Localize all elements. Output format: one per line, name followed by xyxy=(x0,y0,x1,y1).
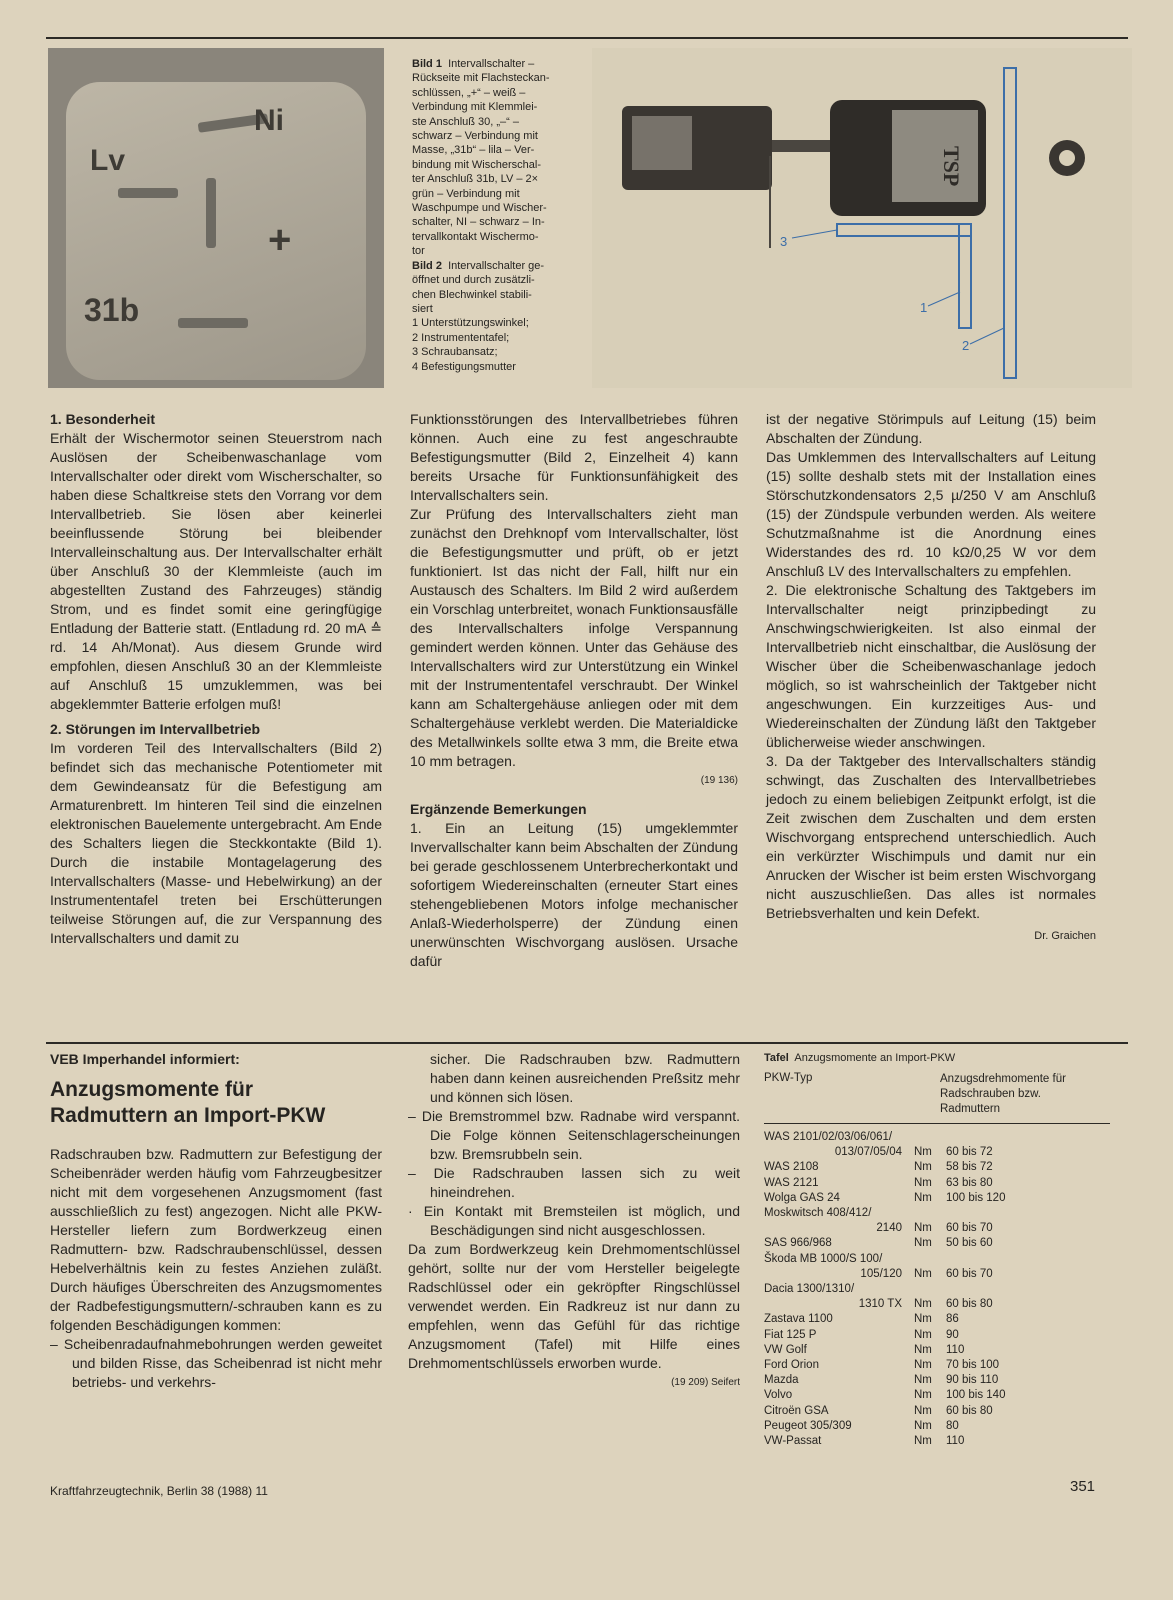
table-cell-value: 90 xyxy=(946,1328,959,1341)
table-cell-car: Fiat 125 P xyxy=(764,1328,817,1341)
caption-line: schlüssen, „+“ – weiß – xyxy=(412,86,526,99)
article-kicker: VEB Imperhandel informiert: xyxy=(50,1051,240,1067)
table-cell-value: 60 bis 72 xyxy=(946,1146,993,1159)
table-cell-value: 100 bis 140 xyxy=(946,1389,1006,1402)
caption-line: Intervallschalter ge- xyxy=(448,259,545,272)
figure-caption xyxy=(412,57,577,374)
section-heading: Ergänzende Bemerkungen xyxy=(410,801,587,817)
list-item: – Die Bremstrommel bzw. Radnabe wird verspannt. Die Folge können Seitenschlagerscheinungen bzw. Bremsrubbeln sein. xyxy=(408,1108,740,1162)
table-cell-value: 110 xyxy=(946,1343,965,1356)
table-cell-car: 2140 xyxy=(876,1222,902,1235)
table-title-text: Anzugsmomente an Import-PKW xyxy=(794,1052,956,1064)
table-cell-unit: Nm xyxy=(914,1146,932,1159)
table-cell-value: 50 bis 60 xyxy=(946,1237,993,1250)
table-cell-value: 70 bis 100 xyxy=(946,1359,1000,1372)
table-row xyxy=(764,1191,1110,1206)
caption-line: schalter, NI – schwarz – In- xyxy=(412,216,545,229)
article-reference: (19 209) Seifert xyxy=(671,1377,740,1388)
table-row xyxy=(764,1221,1110,1236)
table-cell-unit: Nm xyxy=(914,1161,932,1174)
table-cell-car: Zastava 1100 xyxy=(764,1313,833,1326)
table-row xyxy=(764,1176,1110,1191)
callout-1: 1 xyxy=(920,300,928,315)
journal-footer: Kraftfahrzeugtechnik, Berlin 38 (1988) 11 xyxy=(50,1484,268,1498)
caption-line: Rückseite mit Flachsteckan- xyxy=(412,72,550,85)
headline-line: Anzugsmomente für xyxy=(50,1078,254,1101)
table-row xyxy=(764,1312,1110,1327)
callout-3: 3 xyxy=(780,234,788,249)
caption-line: ste Anschluß 30, „–“ – xyxy=(412,115,519,128)
torque-table xyxy=(764,1052,1110,1449)
label-lv: Lv xyxy=(90,144,126,177)
article1-column-1 xyxy=(50,410,382,948)
paragraph: Erhält der Wischermotor seinen Steuerstrom nach Auslösen der Scheibenwaschanlage vom Intervallschalter oder direkt vom Wischerschalter, so haben diese Schaltkreise stets den Vorrang vor dem Intervallbetrieb. Sie lösen aber keinerlei beeinflussende Störung bei bleibender Intervalleinschaltung aus. Der Intervallschalter erhält über Anschluß 30 der Klemmleiste (auch im abgestellten Zustand des Fahrzeuges) ständig Strom, und es findet somit eine geringfügige Entladung der Batterie statt. (Entladung rd. 20 mA ≙ rd. 14 Ah/Monat). Aus diesem Grunde wird empfohlen, diesen Anschluß 30 an der Klemmleiste auf Anschluß 15 umzuklemmen, was bei abgeklemmter Batterie erfolgen muß! xyxy=(50,430,382,712)
caption-bild2-label: Bild 2 xyxy=(412,259,442,272)
table-cell-unit: Nm xyxy=(914,1343,932,1356)
table-cell-unit xyxy=(914,1282,946,1297)
label-ni: Ni xyxy=(254,104,284,137)
potentiometer-shaft xyxy=(772,140,830,152)
table-cell-unit: Nm xyxy=(914,1435,932,1448)
table-cell-car: VW Golf xyxy=(764,1343,807,1356)
table-cell-value: 80 xyxy=(946,1419,959,1432)
caption-bild1-label: Bild 1 xyxy=(412,58,442,70)
page-number: 351 xyxy=(1070,1478,1096,1495)
table-cell-value: 86 xyxy=(946,1313,959,1326)
table-label: Tafel xyxy=(764,1052,789,1064)
section-heading: 1. Besonderheit xyxy=(50,411,156,427)
caption-line: bindung mit Wischerschal- xyxy=(412,158,541,171)
paragraph: 3. Da der Taktgeber des Intervallschalters ständig schwingt, das Zuschalten des Intervallbetriebes jedoch zu einem beliebigen Zeitpunkt erfolgt, ist die Zeit zwischen dem Zuschalten und dem ersten Wischvorgang entsprechend unterschiedlich. Auch ein verkürzter Wischimpuls und damit nur ein Anrucken der Wischer ist beim ersten Wischvorgang nicht auszuschließen. Das alles ist normales Betriebsverhalten und kein Defekt. xyxy=(766,753,1096,921)
paragraph: 1. Ein an Leitung (15) umgeklemmter Invervallschalter kann beim Abschalten der Zündung bei gerade geschlossenem Unterbrecherkontakt und sofortigem Wiedereinschalten (erneuter Start eines stehengebliebenen Motors infolge mechanischer Anlaß-Wiederholsperre) der Zündung einen unerwünschten Wischvorgang auslösen. Ursache dafür xyxy=(410,820,738,969)
caption-line: Masse, „31b“ – lila – Ver- xyxy=(412,144,535,157)
caption-line: 3 Schraubansatz; xyxy=(412,346,498,359)
table-cell-unit xyxy=(914,1130,946,1145)
table-cell-car: Citroën GSA xyxy=(764,1404,829,1417)
table-cell-car: Wolga GAS 24 xyxy=(764,1191,840,1204)
column-header: PKW-Typ xyxy=(764,1072,813,1084)
list-item-continued: sicher. Die Radschrauben bzw. Radmuttern haben dann keinen ausreichenden Preßsitz mehr und können sich lösen. xyxy=(430,1051,740,1105)
table-cell-unit: Nm xyxy=(914,1222,932,1235)
caption-line: 1 Unterstützungswinkel; xyxy=(412,317,529,330)
paragraph: ist der negative Störimpuls auf Leitung (15) beim Abschalten der Zündung. xyxy=(766,411,1096,446)
table-row xyxy=(764,1297,1110,1312)
table-cell-car: 1310 TX xyxy=(858,1298,902,1311)
table-row xyxy=(764,1328,1110,1343)
paragraph: Radschrauben bzw. Radmuttern zur Befestigung der Scheibenräder werden häufig vom Fahrzeugbesitzer nicht mit dem vorgesehenen Anzugsmoment (fast ausschließlich zu fest) angezogen. Nicht alle PKW-Hersteller liefern zum Bordwerkzeug einen Radmuttern- bzw. Radschraubenschlüssel, dessen Hebelverhältnis kein zu festes Anziehen zuläßt. Durch häufiges Überschreiten des Anzugsmomentes der Radbefestigungsmuttern/-schrauben kann es zu folgenden Beschädigungen kommen: xyxy=(50,1146,382,1333)
table-cell-car: Peugeot 305/309 xyxy=(764,1419,852,1432)
table-row xyxy=(764,1252,1110,1267)
table-row xyxy=(764,1343,1110,1358)
callout-2: 2 xyxy=(962,338,970,353)
caption-line: 4 Befestigungsmutter xyxy=(412,360,516,373)
paragraph: 2. Die elektronische Schaltung des Taktgebers im Intervallschalter neigt prinzipbedingt zu Anschwingschwierigkeiten. Ist also einmal der Intervallbetrieb nicht einschaltbar, die Auslösung der Wischer über die Scheibenwaschanlage jedoch möglich, so ist wahrscheinlich der Taktgeber nicht angeschwungen. Ein kurzzeitiges Aus- und Wiedereinschalten der Zündung läßt den Taktgeber üblicherweise wieder anschwingen. xyxy=(766,582,1096,750)
article1-column-3 xyxy=(766,410,1096,946)
table-cell-value: 60 bis 80 xyxy=(946,1404,993,1417)
table-cell-unit xyxy=(914,1252,946,1267)
article1-column-2 xyxy=(410,410,738,971)
table-cell-unit: Nm xyxy=(914,1237,932,1250)
article-reference: (19 136) xyxy=(700,775,738,786)
paragraph: Da zum Bordwerkzeug kein Drehmomentschlüssel gehört, sollte nur der vom Hersteller beigelegte Radschlüssel oder ein gekröpfter Ringschlüssel verwendet werden. Ein Radkreuz ist nur dann zu empfehlen, wenn das Gefühl für das richtige Anzugsmoment (Tafel) mit Hilfe eines Drehmomentschlüssels erworben wurde. xyxy=(408,1241,740,1371)
table-header xyxy=(764,1072,1110,1124)
list-item: – Scheibenradaufnahmebohrungen werden geweitet und bilden Risse, das Scheibenrad ist nicht mehr betriebs- und verkehrs- xyxy=(50,1336,382,1390)
table-row xyxy=(764,1373,1110,1388)
connector-block xyxy=(632,116,692,170)
table-cell-unit xyxy=(914,1206,946,1221)
article2-column-2 xyxy=(408,1050,740,1392)
pin-lv xyxy=(118,188,178,198)
table-row xyxy=(764,1419,1110,1434)
caption-line: siert xyxy=(412,302,433,315)
top-rule xyxy=(46,37,1128,39)
table-cell-car: WAS 2121 xyxy=(764,1176,819,1189)
pin-31b xyxy=(178,318,248,328)
instrument-panel xyxy=(1004,68,1016,378)
table-cell-unit: Nm xyxy=(914,1176,932,1189)
table-row xyxy=(764,1404,1110,1419)
table-row xyxy=(764,1130,1110,1145)
table-row xyxy=(764,1145,1110,1160)
table-row xyxy=(764,1206,1110,1221)
section-divider xyxy=(46,1042,1128,1044)
table-cell-car: Dacia 1300/1310/ xyxy=(764,1283,855,1296)
table-cell-value: 90 bis 110 xyxy=(946,1374,999,1387)
table-cell-unit: Nm xyxy=(914,1267,932,1280)
caption-line: 2 Instrumententafel; xyxy=(412,331,510,344)
table-cell-value: 58 bis 72 xyxy=(946,1161,993,1174)
table-row xyxy=(764,1434,1110,1449)
caption-line: öffnet und durch zusätzli- xyxy=(412,274,535,287)
caption-line: chen Blechwinkel stabili- xyxy=(412,288,532,301)
table-cell-car: Moskwitsch 408/412/ xyxy=(764,1207,872,1220)
caption-line: tervallkontakt Wischermo- xyxy=(412,230,539,243)
caption-line: tor xyxy=(412,245,425,258)
list-item: · Ein Kontakt mit Bremsteilen ist möglich, und Beschädigungen sind nicht ausgeschlossen. xyxy=(408,1203,740,1238)
table-cell-car: VW-Passat xyxy=(764,1435,822,1448)
paragraph: Im vorderen Teil des Intervallschalters (Bild 2) befindet sich das mechanische Potentiometer mit dem Gewindeansatz für die Befestigung am Armaturenbrett. Im hinteren Teil sind die einzelnen elektronischen Bauelemente untergebracht. Am Ende des Schalters liegen die Steckkontakte (Bild 1). Durch die instabile Montagelagerung des Intervallschalters (Masse- und Hebelwirkung) an der Instrumententafel treten bei Erschütterungen teilweise Störungen auf, die zur Verspannung des Intervallschalters und damit zu xyxy=(50,740,382,946)
table-cell-car: Volvo xyxy=(764,1389,793,1402)
figure-2-photo xyxy=(592,48,1132,388)
column-header: Anzugsdrehmomente für Radschrauben bzw. Radmuttern xyxy=(940,1073,1066,1115)
paragraph: Zur Prüfung des Intervallschalters zieht man zunächst den Drehknopf vom Intervallschalter, löst die Befestigungsmutter und prüft, ob er jetzt funktioniert. Ist das nicht der Fall, hilft nur ein Austausch des Schalters. Im Bild 2 wird außerdem ein Vorschlag unterbreitet, wonach Funktionsausfälle des Intervallschalters infolge Verspannung gemindert werden können. Unter das Gehäuse des Intervallschalters wird zur Unterstützung ein Winkel mit der Instrumententafel verschraubt. Der Winkel kann am Schaltergehäuse anliegen oder mit dem Schaltergehäuse verklebt werden. Die Materialdicke des Metallwinkels sollte etwa 3 mm, die Breite etwa 10 mm betragen. xyxy=(410,506,738,769)
table-cell-car: Ford Orion xyxy=(764,1359,819,1372)
section-heading: 2. Störungen im Intervallbetrieb xyxy=(50,721,261,737)
author-signature: Dr. Graichen xyxy=(1034,930,1096,942)
table-body xyxy=(764,1130,1110,1449)
list-item: – Die Radschrauben lassen sich zu weit hineindrehen. xyxy=(408,1165,740,1200)
table-cell-unit: Nm xyxy=(914,1404,932,1417)
caption-line: Waschpumpe und Wischer- xyxy=(412,202,547,215)
table-cell-unit: Nm xyxy=(914,1374,932,1387)
label-plus: + xyxy=(268,218,292,262)
table-cell-car: WAS 2101/02/03/06/061/ xyxy=(764,1131,893,1143)
support-bracket-vertical xyxy=(959,224,971,328)
table-cell-unit: Nm xyxy=(914,1328,932,1341)
table-row xyxy=(764,1388,1110,1403)
table-cell-unit: Nm xyxy=(914,1313,932,1326)
table-cell-unit: Nm xyxy=(914,1298,932,1311)
table-cell-unit: Nm xyxy=(914,1389,932,1402)
table-row xyxy=(764,1236,1110,1251)
table-cell-value: 63 bis 80 xyxy=(946,1176,993,1189)
label-31b: 31b xyxy=(84,292,140,328)
headline-line: Radmuttern an Import-PKW xyxy=(50,1104,326,1127)
article-headline xyxy=(50,1077,382,1129)
cover-label-plate xyxy=(892,110,978,202)
table-cell-car: SAS 966/968 xyxy=(764,1237,832,1250)
table-cell-car: 013/07/05/04 xyxy=(834,1146,902,1159)
caption-line: ter Anschluß 31b, LV – 2× xyxy=(412,173,539,186)
table-cell-car: 105/120 xyxy=(860,1267,902,1280)
table-cell-value: 60 bis 70 xyxy=(946,1267,993,1280)
table-cell-unit: Nm xyxy=(914,1359,932,1372)
paragraph: Funktionsstörungen des Intervallbetriebes führen können. Auch eine zu fest angeschraubte Befestigungsmutter (Bild 2, Einzelheit 4) kann bereits Ursache für Funktionsunfähigkeit des Intervallschalters sein. xyxy=(410,411,738,503)
figure-1-photo xyxy=(48,48,384,388)
figure-2-drawing xyxy=(592,48,1132,388)
table-cell-value: 60 bis 70 xyxy=(946,1222,993,1235)
table-cell-value: 110 xyxy=(946,1435,965,1448)
table-row xyxy=(764,1160,1110,1175)
caption-line: Intervallschalter – xyxy=(448,58,535,70)
table-cell-car: Mazda xyxy=(764,1374,799,1387)
table-cell-unit: Nm xyxy=(914,1191,932,1204)
table-cell-unit: Nm xyxy=(914,1419,932,1432)
table-row xyxy=(764,1267,1110,1282)
caption-line: grün – Verbindung mit xyxy=(412,187,520,200)
table-cell-value: 100 bis 120 xyxy=(946,1191,1006,1204)
support-bracket-horizontal xyxy=(837,224,971,236)
article2-column-1 xyxy=(50,1050,382,1392)
device-label: TSP xyxy=(939,146,964,187)
table-row xyxy=(764,1358,1110,1373)
pin-center xyxy=(206,178,216,248)
caption-line: Verbindung mit Klemmlei- xyxy=(412,101,538,114)
caption-line: schwarz – Verbindung mit xyxy=(412,130,538,143)
table-row xyxy=(764,1282,1110,1297)
table-title xyxy=(764,1052,1110,1064)
table-cell-value: 60 bis 80 xyxy=(946,1298,993,1311)
table-cell-car: Škoda MB 1000/S 100/ xyxy=(764,1252,883,1265)
table-cell-car: WAS 2108 xyxy=(764,1161,819,1174)
paragraph: Das Umklemmen des Intervallschalters auf Leitung (15) sollte deshalb stets mit der Installation eines Störschutzkondensators 2,5 µ/250 V am Anschluß (15) der Zündspule verbunden werden. Als weitere Schutzmaßnahme ist die Anordnung eines Widerstandes des rd. 10 kΩ/0,25 W vor dem Anschluß LV des Intervallschalters zu empfehlen. xyxy=(766,449,1096,579)
